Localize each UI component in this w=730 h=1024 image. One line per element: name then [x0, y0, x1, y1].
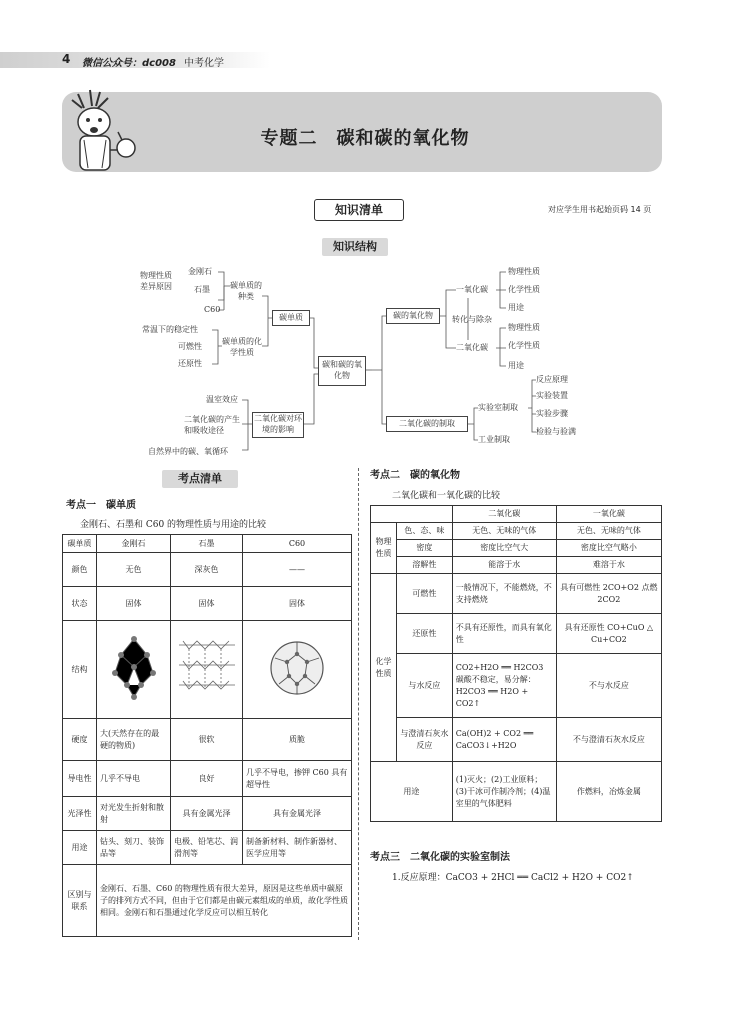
cell: 深灰色: [171, 553, 243, 587]
reference-note: 对应学生用书起始页码 14 页: [548, 205, 652, 214]
oxide-table: [370, 505, 662, 822]
cell: 制备新材料、制作新器材、医学应用等: [243, 831, 352, 865]
carbon-table: [62, 534, 352, 937]
mm-co2-path: 二氧化碳的产生和吸收途径: [184, 415, 240, 435]
col-header: C60: [243, 535, 352, 553]
mm-diamond: 金刚石: [188, 267, 212, 276]
point2-heading: 考点二 碳的氧化物: [370, 470, 460, 481]
mm-carbon-element: 碳单质: [272, 310, 310, 326]
row-label: 区别与联系: [63, 865, 97, 937]
cell: 良好: [171, 761, 243, 797]
diamond-structure-cell: [97, 621, 171, 719]
col-header: 二氧化碳: [452, 506, 556, 523]
cell: 很软: [171, 719, 243, 761]
cell: 电极、铅笔芯、润滑剂等: [171, 831, 243, 865]
mm-prep: 二氧化碳的制取: [386, 416, 468, 432]
point3-heading: 考点三 二氧化碳的实验室制法: [370, 852, 510, 863]
diff-text: 金刚石、石墨、C60 的物理性质有很大差异，原因是这些单质中碳原子的排列方式不同，但由于它们都是由碳元素组成的单质，故化学性质相同。金刚石和石墨通过化学反应可以相互转化: [97, 865, 352, 937]
col-header: 石墨: [171, 535, 243, 553]
page-number: 4: [62, 52, 71, 66]
cell: 大(天然存在的最硬的物质): [97, 719, 171, 761]
row-label: 光泽性: [63, 797, 97, 831]
point2-caption: 二氧化碳和一氧化碳的比较: [392, 491, 501, 501]
mm-diff-reason: 物理性质 差异原因: [140, 271, 172, 291]
col-header: 一氧化碳: [556, 506, 661, 523]
corner-cell: [371, 506, 453, 523]
cell: 具有金属光泽: [243, 797, 352, 831]
row-label: 与水反应: [397, 654, 453, 718]
cell: 难溶于水: [556, 557, 661, 574]
row-label: 硬度: [63, 719, 97, 761]
header-source: 微信公众号：dc008: [82, 58, 176, 69]
mm-co2-phys: 物理性质: [508, 323, 540, 332]
cell: 对光发生折射和散射: [97, 797, 171, 831]
mm-c60: C60: [204, 305, 221, 314]
column-divider: [358, 468, 359, 940]
mm-co-phys: 物理性质: [508, 267, 540, 276]
col-header: 金刚石: [97, 535, 171, 553]
mm-co2-use: 用途: [508, 361, 524, 370]
mm-lab-1: 反应原理: [536, 375, 568, 384]
mm-flammability: 可燃性: [178, 342, 202, 351]
mm-types: 碳单质的种类: [230, 281, 262, 301]
mm-cycle: 自然界中的碳、氧循环: [148, 447, 228, 456]
row-label: 导电性: [63, 761, 97, 797]
cell: 固体: [171, 587, 243, 621]
mm-oxides: 碳的氧化物: [386, 308, 440, 324]
row-label: 用途: [63, 831, 97, 865]
mm-greenhouse: 温室效应: [206, 395, 238, 404]
mm-graphite: 石墨: [194, 285, 210, 294]
mm-chem-props: 碳单质的化学性质: [222, 337, 262, 357]
point1-caption: 金刚石、石墨和 C60 的物理性质与用途的比较: [80, 520, 267, 530]
cell: 一般情况下，不能燃烧，不支持燃烧: [452, 574, 556, 614]
cell: 具有可燃性 2CO+O2 点燃 2CO2: [556, 574, 661, 614]
use-label: 用途: [371, 762, 453, 822]
mm-co-chem: 化学性质: [508, 285, 540, 294]
cell: 密度比空气大: [452, 540, 556, 557]
point3-line1: 1.反应原理：CaCO3 + 2HCl ══ CaCl2 + H2O + CO2↑: [392, 873, 634, 883]
mm-co2-bottom: 二氧化碳: [456, 343, 488, 352]
cell: 固体: [97, 587, 171, 621]
mm-lab-3: 实验步骤: [536, 409, 568, 418]
cell: 作燃料，冶炼金属: [556, 762, 661, 822]
row-label: 结构: [63, 621, 97, 719]
graphite-structure-cell: [171, 621, 243, 719]
cell: 无色、无味的气体: [556, 523, 661, 540]
diamond-structure-icon: [105, 633, 163, 703]
mm-lab-4: 检验与验满: [536, 427, 576, 436]
row-label: 溶解性: [397, 557, 453, 574]
cell: 无色: [97, 553, 171, 587]
row-label: 色、态、味: [397, 523, 453, 540]
mm-stability: 常温下的稳定性: [142, 325, 198, 334]
cell: 几乎不导电: [97, 761, 171, 797]
mm-center: 碳和碳的氧化物: [318, 356, 366, 386]
knowledge-structure-tag: 知识结构: [322, 238, 388, 256]
c60-structure-cell: [243, 621, 352, 719]
row-label: 与澄清石灰水反应: [397, 718, 453, 762]
cell: CO2+H2O ══ H2CO3 碳酸不稳定，易分解：H2CO3 ══ H2O + CO2↑: [452, 654, 556, 718]
cell: 钻头、刻刀、装饰品等: [97, 831, 171, 865]
cell: 具有还原性 CO+CuO △ Cu+CO2: [556, 614, 661, 654]
c60-structure-icon: [267, 636, 327, 700]
exam-points-tag: 考点清单: [162, 470, 238, 488]
cell: 不与水反应: [556, 654, 661, 718]
mm-industry: 工业制取: [478, 435, 510, 444]
mm-lab-prep: 实验室制取: [478, 403, 518, 412]
row-label: 还原性: [397, 614, 453, 654]
mm-co2-chem: 化学性质: [508, 341, 540, 350]
mindmap-lines: [0, 0, 730, 470]
mm-co-use: 用途: [508, 303, 524, 312]
cell: 固体: [243, 587, 352, 621]
cell: (1)灭火；(2)工业原料；(3)干冰可作制冷剂；(4)温室里的气体肥料: [452, 762, 556, 822]
cell: 质脆: [243, 719, 352, 761]
cell: 不具有还原性，而具有氧化性: [452, 614, 556, 654]
header-subject: 中考化学: [184, 58, 224, 69]
cell: 密度比空气略小: [556, 540, 661, 557]
mm-co-top: 一氧化碳: [456, 285, 488, 294]
page-title: 专题二 碳和碳的氧化物: [260, 128, 470, 149]
mm-co2-env: 二氧化碳对环境的影响: [252, 412, 304, 438]
cell: 几乎不导电，掺钾 C60 具有超导性: [243, 761, 352, 797]
cell: 能溶于水: [452, 557, 556, 574]
cell: 具有金属光泽: [171, 797, 243, 831]
row-label: 颜色: [63, 553, 97, 587]
col-header: 碳单质: [63, 535, 97, 553]
cell: 不与澄清石灰水反应: [556, 718, 661, 762]
mm-convert: 转化与除杂: [452, 315, 492, 324]
cell: ——: [243, 553, 352, 587]
point1-heading: 考点一 碳单质: [66, 500, 136, 511]
knowledge-list-tag: 知识清单: [314, 199, 404, 221]
chem-label: 化学性质: [371, 574, 397, 762]
cell: 无色、无味的气体: [452, 523, 556, 540]
row-label: 可燃性: [397, 574, 453, 614]
row-label: 状态: [63, 587, 97, 621]
phys-label: 物理性质: [371, 523, 397, 574]
mm-lab-2: 实验装置: [536, 391, 568, 400]
cell: Ca(OH)2 + CO2 ══ CaCO3↓+H2O: [452, 718, 556, 762]
mm-reducibility: 还原性: [178, 359, 202, 368]
row-label: 密度: [397, 540, 453, 557]
graphite-structure-icon: [175, 633, 239, 703]
